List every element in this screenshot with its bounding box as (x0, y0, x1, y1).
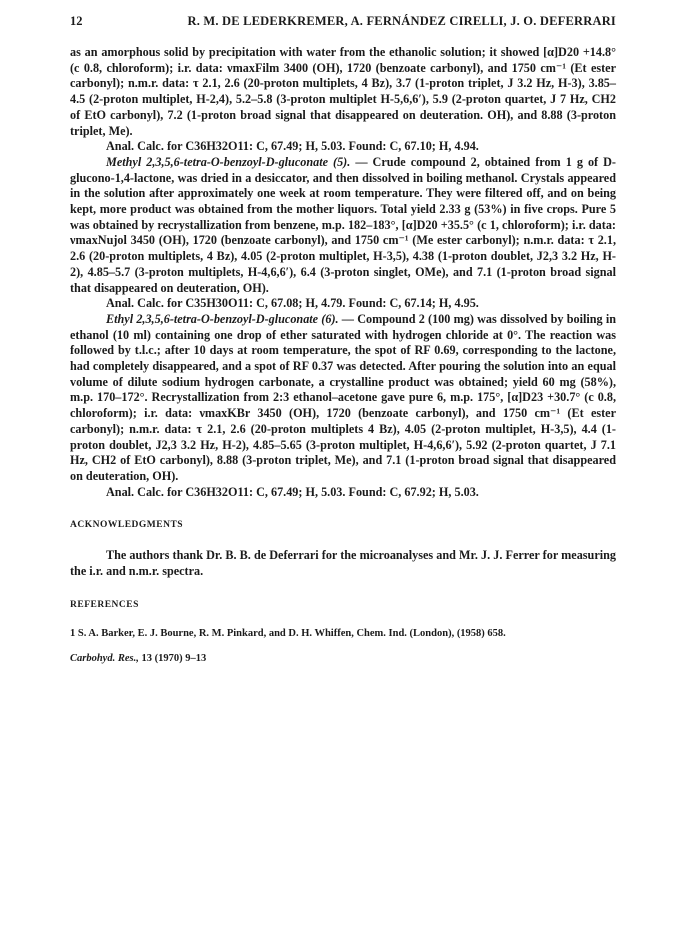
acknowledgments-heading: ACKNOWLEDGMENTS (70, 520, 184, 531)
paragraph-methyl-gluconate (70, 155, 616, 296)
compound-5-title: Methyl 2,3,5,6-tetra-O-benzoyl-D-gluconate (5). (106, 154, 351, 169)
analysis-line-2: Anal. Calc. for C35H30O11: C, 67.08; H, 4.79. Found: C, 67.14; H, 4.95. (106, 296, 479, 311)
running-header (70, 14, 616, 34)
compound-6-text: — Compound 2 (100 mg) was dissolved by boiling in ethanol (10 ml) containing one drop of ether saturated with hydrogen chloride at 0°. The reaction was followed by t.l.c.; after 10 days at room temperature, the spot of RF 0.69, corresponding to the lactone, had completely disappeared, and a spot of RF 0.37 was detected. After pouring the solution into an equal volume of dilute sodium hydrogen carbonate, a crystalline product was obtained; yield 60 mg (58%), m.p. 170–172°. Recrystallization from 2:3 ethanol–acetone gave pure 6, m.p. 175°, [α]D23 +30.7° (c 0.8, chloroform); i.r. data: νmaxKBr 3450 (OH), 1720 (benzoate carbonyl), and 1750 cm⁻¹ (Et ester carbonyl); n.m.r. data: τ 2.1, 2.6 (20-proton multiplets 4 Bz), 4.05 (2-proton multiplet, H-3,5), 4.4 (1-proton doublet, J2,3 3.2 Hz, H-2), 4.85–5.65 (3-proton multiplet, H-4,6,6′), 5.92 (2-proton quartet, J 7.1 Hz, CH2 of EtO carbonyl), 8.88 (3-proton triplet, Me), and 7.1 (1-proton broad signal that disappeared on deuteration, OH). (70, 311, 616, 483)
paragraph-ethyl-gluconate (70, 312, 616, 485)
page-body (70, 45, 616, 667)
journal-name: Carbohyd. Res., (70, 653, 139, 665)
running-head-authors: R. M. DE LEDERKREMER, A. FERNÁNDEZ CIRELLI, J. O. DEFERRARI (187, 14, 616, 28)
references-heading: REFERENCES (70, 599, 139, 610)
analysis-line-1: Anal. Calc. for C36H32O11: C, 67.49; H, 5.03. Found: C, 67.10; H, 4.94. (106, 139, 479, 154)
compound-6-title: Ethyl 2,3,5,6-tetra-O-benzoyl-D-gluconate (6). (106, 311, 339, 326)
paragraph-continuation: as an amorphous solid by precipitation with water from the ethanolic solution; it showed [α]D20 +14.8° (c 0.8, chloroform); i.r. data: νmaxFilm 3400 (OH), 1720 (benzoate carbonyl), and 1750 cm⁻¹ (Et ester carbonyl); n.m.r. data: τ 2.1, 2.6 (20-proton multiplets, 4 Bz), 3.7 (1-proton triplet, J 3.2 Hz, H-3), 3.85–4.5 (2-proton multiplet, H-2,4), 5.2–5.8 (3-proton multiplet H-5,6,6′), 5.9 (2-proton quartet, J 7 Hz, CH2 of EtO carbonyl), 7.2 (1-proton broad signal that disappeared on deuteration. OH), and 8.88 (3-proton triplet, Me). (70, 45, 616, 138)
page-number: 12 (70, 14, 83, 28)
compound-5-text: — Crude compound 2, obtained from 1 g of D-glucono-1,4-lactone, was dried in a desiccator, and then dissolved in boiling methanol. Crystals appeared in the solution after approximately one week at room temperature. They were filtered off, and on being kept, more product was obtained from the mother liquors. Total yield 2.33 g (53%) in five crops. Pure 5 was obtained by recrystallization from benzene, m.p. 182–183°, [α]D20 +35.5° (c 1, chloroform); i.r. data: νmaxNujol 3450 (OH), 1720 (benzoate carbonyl), and 1750 cm⁻¹ (Me ester carbonyl); n.m.r. data: τ 2.1, 2.6 (20-proton multiplets, 4 Bz), 4.05 (2-proton multiplet, H-3,5), 4.38 (1-proton doublet, J2,3 3.2 Hz, H-2), 4.85–5.7 (3-proton multiplets, H-4,6,6′), 6.4 (3-proton singlet, OMe), and 7.1 (1-proton broad signal that disappeared on deuteration, OH). (70, 154, 616, 295)
reference-item: 1 S. A. Barker, E. J. Bourne, R. M. Pinkard, and D. H. Whiffen, Chem. Ind. (London), (1958) 658. (70, 628, 506, 640)
journal-citation: 13 (1970) 9–13 (138, 653, 207, 665)
acknowledgments-text: The authors thank Dr. B. B. de Deferrari for the microanalyses and Mr. J. J. Ferrer for measuring the i.r. and n.m.r. spectra. (70, 548, 616, 578)
journal-footer (70, 651, 616, 667)
analysis-line-3: Anal. Calc. for C36H32O11: C, 67.49; H, 5.03. Found: C, 67.92; H, 5.03. (106, 484, 479, 499)
